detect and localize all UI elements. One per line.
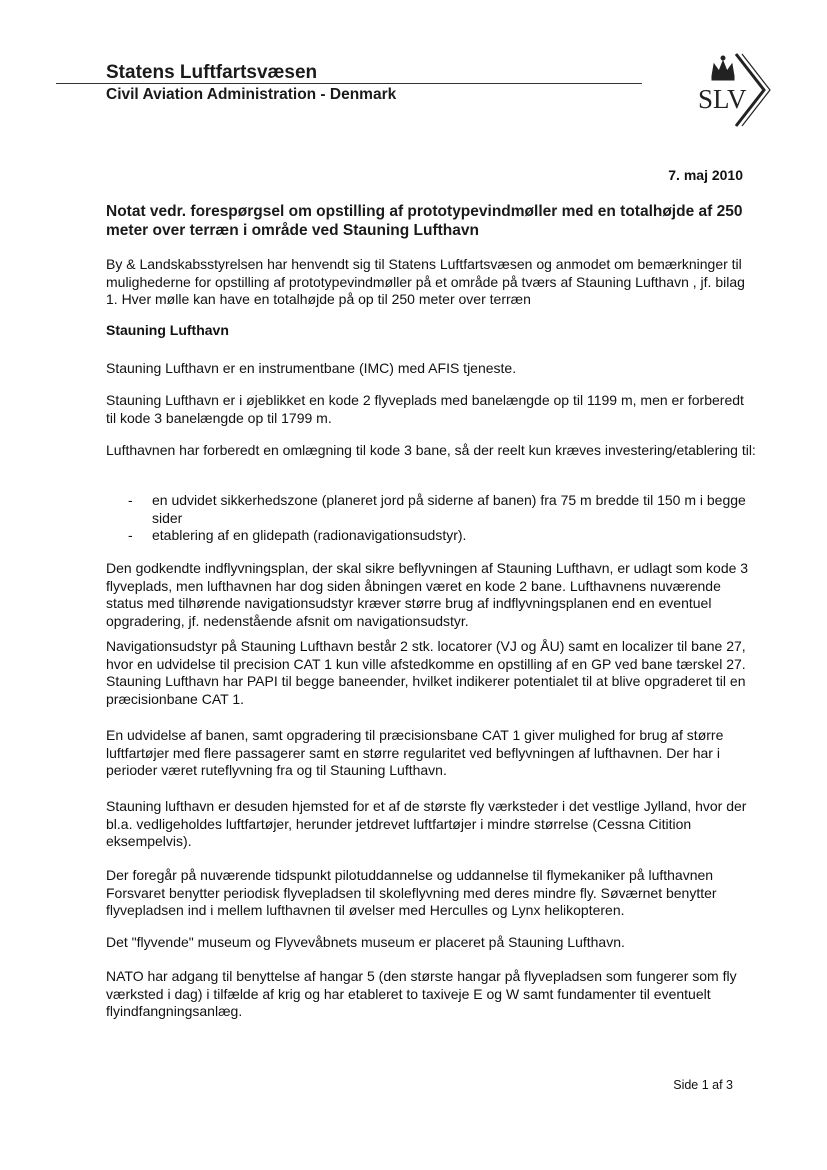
list-item-text: en udvidet sikkerhedszone (planeret jord på siderne af banen) fra 75 m bredde til 150 m i begge sider	[152, 492, 746, 526]
paragraph-8: Der foregår på nuværende tidspunkt pilotuddannelse og uddannelse til flymekaniker på lufthavnen Forsvaret benytter periodisk flyvepladsen til skoleflyvning med deres mindre fly. Søværnet benytter flyvepladsen ind i mellem lufthavnen til øvelser med Herculles og Lynx helikopteren.	[106, 867, 717, 918]
header-divider	[56, 83, 642, 84]
document-date: 7. maj 2010	[668, 167, 743, 183]
paragraph-2: Stauning Lufthavn er i øjeblikket en kode 2 flyveplads med banelængde op til 1199 m, men er forberedt til kode 3 banelængde op til 1799 m.	[106, 392, 744, 426]
intro-paragraph: By & Landskabsstyrelsen har henvendt sig til Statens Luftfartsvæsen og anmodet om bemærkninger til mulighederne for opstilling af prototypevindmøller på et område på tværs af Stauning Lufthavn , jf. bilag 1. Hver mølle kan have en totalhøjde på op til 250 meter over terræn	[106, 256, 745, 307]
paragraph-7: Stauning lufthavn er desuden hjemsted for et af de største fly værksteder i det vestlige Jylland, hvor der bl.a. vedligeholdes luftfartøjer, herunder jetdrevet luftfartøjer i mindre størrelse (Cessna Citition eksempelvis).	[106, 798, 747, 849]
document-title: Notat vedr. forespørgsel om opstilling af prototypevindmøller med en totalhøjde af 250 meter over terræn i område ved Stauning Lufthavn	[106, 203, 743, 239]
paragraph-1: Stauning Lufthavn er en instrumentbane (IMC) med AFIS tjeneste.	[106, 360, 517, 376]
organization-name: Statens Luftfartsvæsen	[106, 62, 318, 83]
crown-icon	[712, 56, 734, 80]
logo-text: SLV	[698, 84, 747, 114]
paragraph-5: Navigationsudstyr på Stauning Lufthavn består 2 stk. locatorer (VJ og ÅU) samt en localizer til bane 27, hvor en udvidelse til precision CAT 1 kun ville afstedkomme en opstilling af en GP ved bane tærskel 27. Stauning Lufthavn har PAPI til begge baneender, hvilket indikerer potentialet til at blive opgraderet til en præcisionbane CAT 1.	[106, 638, 746, 707]
paragraph-10: NATO har adgang til benyttelse af hangar 5 (den største hangar på flyvepladsen som fungerer som fly værksted i dag) i tilfælde af krig og har etableret to taxiveje E og W samt fundamenter til eventuelt flyindfangningsanlæg.	[106, 968, 737, 1019]
bullet-marker: -	[128, 527, 133, 543]
paragraph-4: Den godkendte indflyvningsplan, der skal sikre beflyvningen af Stauning Lufthavn, er udlagt som kode 3 flyveplads, men lufthavnen har dog siden åbningen været en kode 2 bane. Lufthavnens nuværende status med tilhørende navigationsudstyr kræver større brug af indflyvningsplanen end en eventuel opgradering, jf. nedenstående afsnit om navigationsudstyr.	[106, 560, 749, 629]
section-heading: Stauning Lufthavn	[106, 322, 229, 338]
page-number: Side 1 af 3	[673, 1078, 733, 1092]
list-item-text: etablering af en glidepath (radionavigationsudstyr).	[152, 527, 467, 543]
bullet-marker: -	[128, 492, 133, 508]
paragraph-6: En udvidelse af banen, samt opgradering til præcisionsbane CAT 1 giver mulighed for brug af større luftfartøjer med flere passagerer samt en større regularitet ved beflyvningen af lufthavnen. Der har i perioder været ruteflyvning fra og til Stauning Lufthavn.	[106, 727, 724, 778]
organization-name-english: Civil Aviation Administration - Denmark	[106, 86, 397, 103]
slv-logo	[692, 46, 772, 132]
paragraph-3: Lufthavnen har forberedt en omlægning til kode 3 bane, så der reelt kun kræves investering/etablering til:	[106, 442, 756, 458]
paragraph-9: Det "flyvende" museum og Flyvevåbnets museum er placeret på Stauning Lufthavn.	[106, 934, 625, 950]
